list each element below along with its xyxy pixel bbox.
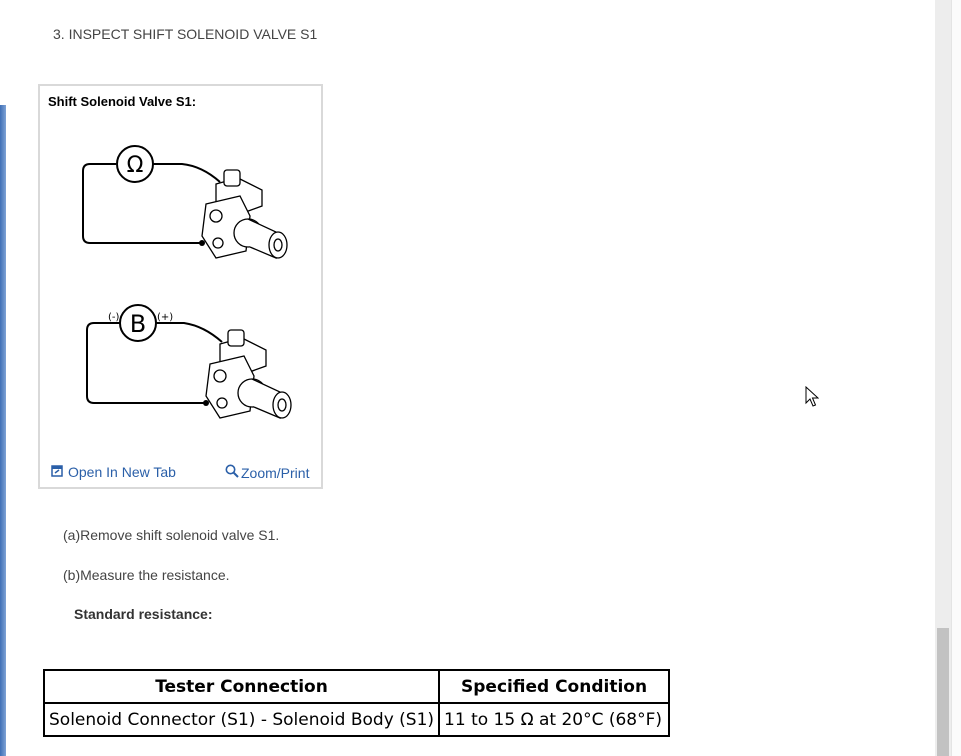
battery-label: B	[129, 310, 147, 338]
zoom-print-link[interactable]	[225, 464, 309, 481]
left-accent-strip	[0, 105, 6, 756]
step-a-text: (a)Remove shift solenoid valve S1.	[63, 527, 280, 543]
magnifier-icon	[225, 464, 239, 481]
ohm-symbol: Ω	[126, 153, 144, 178]
window-right-edge	[951, 0, 961, 756]
table-header-row	[44, 670, 669, 703]
header-specified-condition: Specified Condition	[439, 670, 669, 703]
standard-resistance-label: Standard resistance:	[74, 606, 213, 622]
plus-label: (+)	[157, 312, 174, 323]
open-in-new-tab-link[interactable]	[51, 464, 176, 480]
minus-label: (-)	[108, 312, 120, 323]
open-new-tab-icon	[51, 464, 63, 480]
solenoid-valve-illustration-top	[202, 170, 287, 258]
ohmmeter-circuit	[83, 146, 220, 243]
step-title: 3. INSPECT SHIFT SOLENOID VALVE S1	[53, 26, 318, 42]
cell-specified-condition: 11 to 15 Ω at 20°C (68°F)	[439, 703, 669, 736]
step-b-text: (b)Measure the resistance.	[63, 567, 230, 583]
solenoid-diagram	[40, 86, 321, 487]
header-tester-connection: Tester Connection	[44, 670, 439, 703]
resistance-spec-table	[43, 669, 670, 737]
table-row	[44, 703, 669, 736]
zoom-print-label: Zoom/Print	[241, 464, 310, 481]
figure-panel	[38, 84, 323, 489]
mouse-cursor-icon	[805, 386, 819, 413]
figure-caption: Shift Solenoid Valve S1:	[48, 94, 197, 109]
scrollbar-thumb[interactable]	[937, 628, 949, 756]
cell-tester-connection: Solenoid Connector (S1) - Solenoid Body (S1)	[44, 703, 439, 736]
solenoid-valve-illustration-bottom	[206, 330, 291, 418]
open-in-new-tab-label: Open In New Tab	[68, 464, 176, 480]
